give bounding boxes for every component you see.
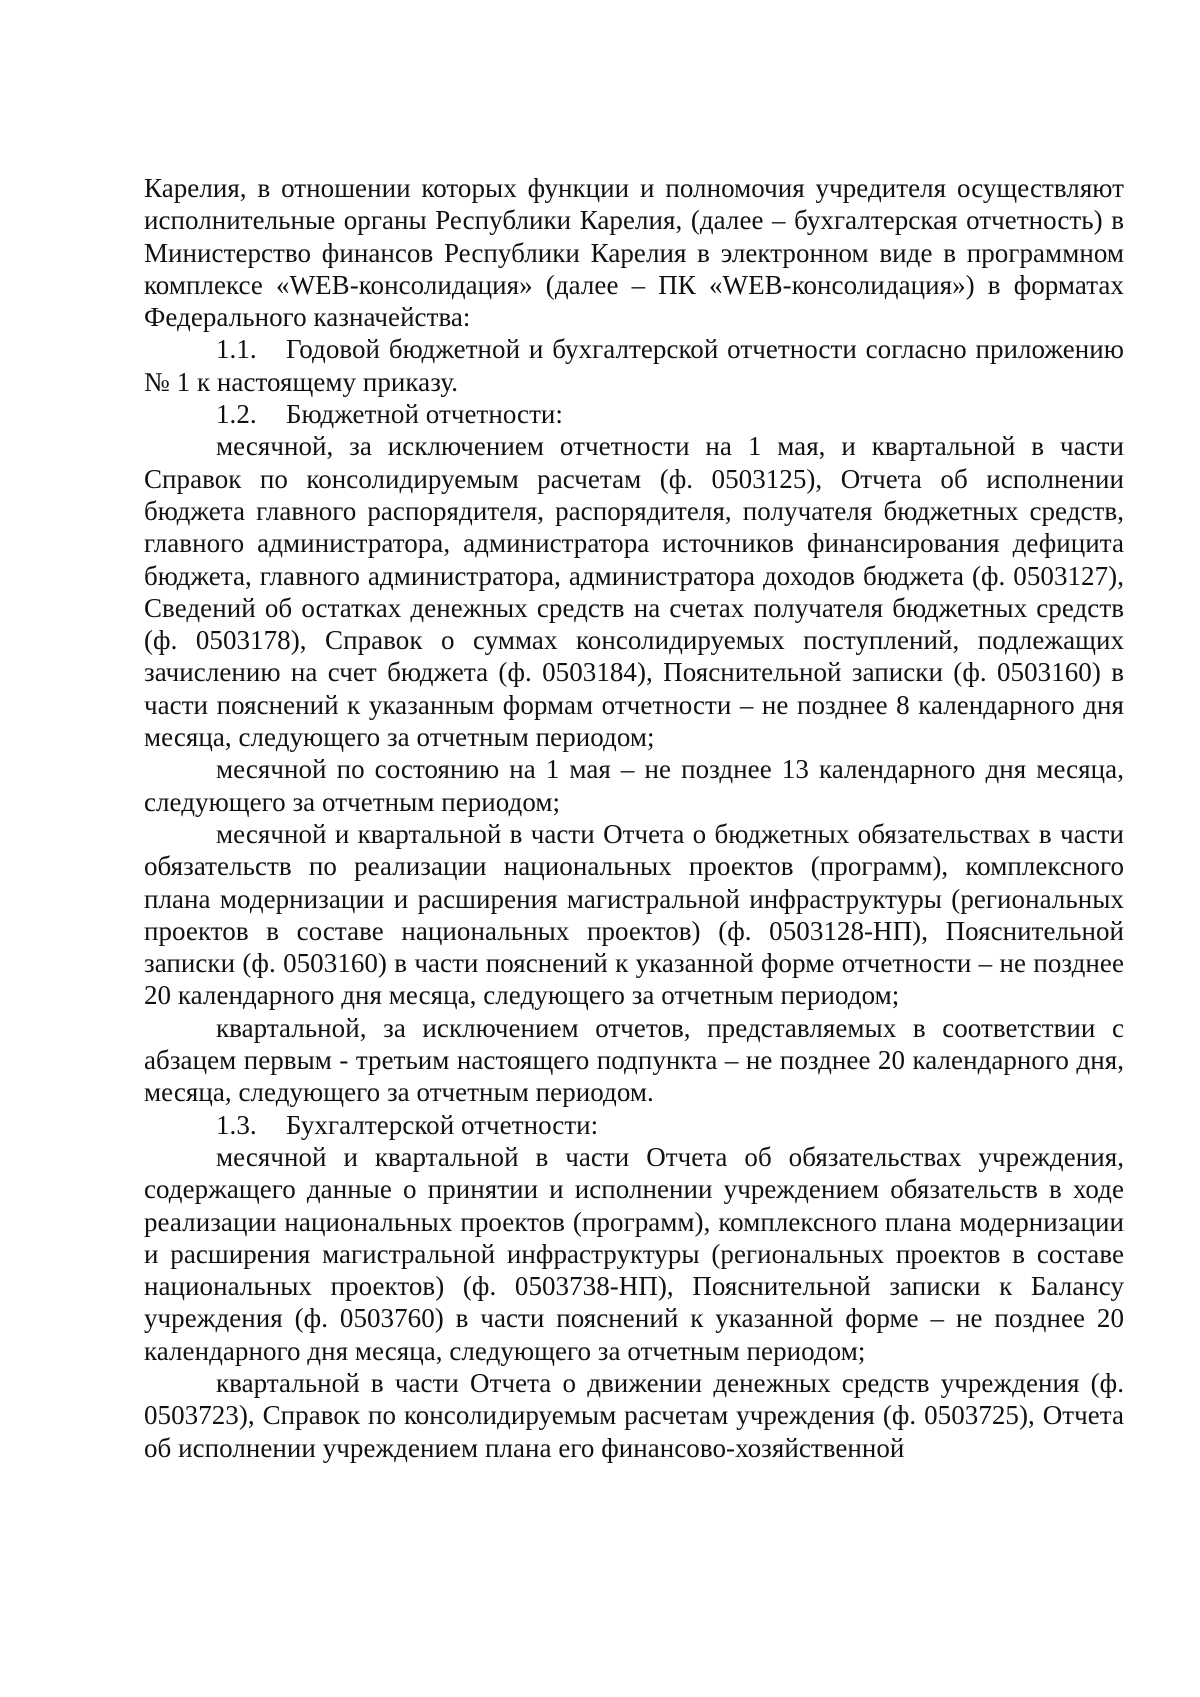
clause-text: Годовой бюджетной и бухгалтерской отчетности согласно приложению № 1 к настоящему приказу. (144, 334, 1124, 397)
paragraph-accounting-monthly: месячной и квартальной в части Отчета об обязательствах учреждения, содержащего данные о принятии и исполнении учреждением обязательств в ходе реализации национальных проектов (программ), комплексного плана модернизации и расширения магистральной инфраструктуры (региональных проектов в составе национальных проектов) (ф. 0503738-НП), Пояснительной записки к Балансу учреждения (ф. 0503760) в части пояснений к указанной форме – не позднее 20 календарного дня месяца, следующего за отчетным периодом; (144, 1141, 1124, 1366)
clause-1-1 (144, 333, 1124, 398)
paragraph-national-projects: месячной и квартальной в части Отчета о бюджетных обязательствах в части обязательств по реализации национальных проектов (программ), комплексного плана модернизации и расширения магистральной инфраструктуры (региональных проектов в составе национальных проектов) (ф. 0503128-НП), Пояснительной записки (ф. 0503160) в части пояснений к указанной форме отчетности – не позднее 20 календарного дня месяца, следующего за отчетным периодом; (144, 818, 1124, 1011)
clause-1-2 (144, 398, 1124, 430)
clause-number: 1.2. (216, 399, 257, 430)
document-body (144, 172, 1124, 1464)
paragraph-quarterly: квартальной, за исключением отчетов, представляемых в соответствии с абзацем первым - третьим настоящего подпункта – не позднее 20 календарного дня, месяца, следующего за отчетным периодом. (144, 1012, 1124, 1108)
clause-text: Бухгалтерской отчетности: (286, 1109, 599, 1140)
clause-text: Бюджетной отчетности: (286, 399, 563, 430)
clause-number: 1.3. (216, 1109, 257, 1140)
clause-1-3 (144, 1109, 1124, 1141)
paragraph-accounting-quarterly: квартальной в части Отчета о движении денежных средств учреждения (ф. 0503723), Справок по консолидируемым расчетам учреждения (ф. 0503725), Отчета об исполнении учреждением плана его финансово-хозяйственной (144, 1367, 1124, 1463)
clause-number: 1.1. (216, 334, 257, 365)
paragraph-monthly-may: месячной по состоянию на 1 мая – не позднее 13 календарного дня месяца, следующего за отчетным периодом; (144, 754, 1124, 817)
paragraph-intro: Карелия, в отношении которых функции и полномочия учредителя осуществляют исполнительные органы Республики Карелия, (далее – бухгалтерская отчетность) в Министерство финансов Республики Карелия в электронном виде в программном комплексе «WEB-консолидация» (далее – ПК «WEB-консолидация») в форматах Федерального казначейства: (144, 173, 1124, 333)
paragraph-monthly-quarterly: месячной, за исключением отчетности на 1 мая, и квартальной в части Справок по консолидируемым расчетам (ф. 0503125), Отчета об исполнении бюджета главного распорядителя, распорядителя, получателя бюджетных средств, главного администратора, администратора источников финансирования дефицита бюджета, главного администратора, администратора доходов бюджета (ф. 0503127), Сведений об остатках денежных средств на счетах получателя бюджетных средств (ф. 0503178), Справок о суммах консолидируемых поступлений, подлежащих зачислению на счет бюджета (ф. 0503184), Пояснительной записки (ф. 0503160) в части пояснений к указанным формам отчетности – не позднее 8 календарного дня месяца, следующего за отчетным периодом; (144, 431, 1124, 753)
